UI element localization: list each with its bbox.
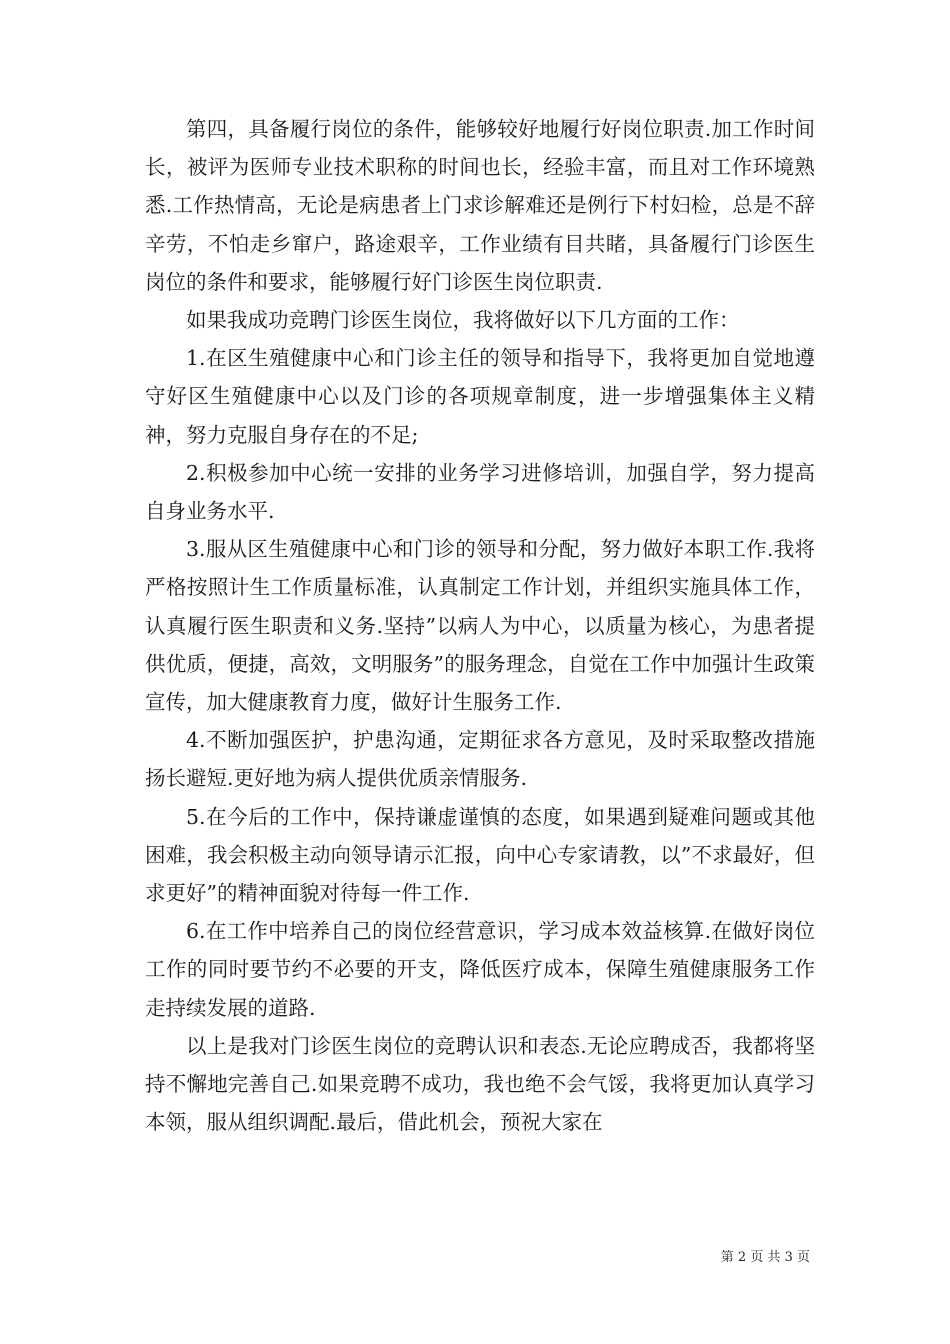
page-number: 第 2 页 共 3 页	[720, 1250, 810, 1265]
paragraph-4: 2.积极参加中心统一安排的业务学习进修培训，加强自学，努力提高自身业务水平.	[145, 460, 815, 524]
paragraph-7: 5.在今后的工作中，保持谦虚谨慎的态度，如果遇到疑难问题或其他困难，我会积极主动向领导请示汇报，向中心专家请教，以”不求最好，但求更好”的精神面貌对待每一件工作.	[145, 804, 815, 906]
document-body	[145, 110, 815, 1141]
paragraph-2: 如果我成功竞聘门诊医生岗位，我将做好以下几方面的工作：	[186, 308, 740, 333]
paragraph-6: 4.不断加强医护，护患沟通，定期征求各方意见，及时采取整改措施扬长避短.更好地为病人提供优质亲情服务.	[145, 728, 815, 791]
paragraph-3: 1.在区生殖健康中心和门诊主任的领导和指导下，我将更加自觉地遵守好区生殖健康中心以及门诊的各项规章制度，进一步增强集体主义精神，努力克服自身存在的不足;	[145, 346, 815, 447]
paragraph-5: 3.服从区生殖健康中心和门诊的领导和分配，努力做好本职工作.我将严格按照计生工作质量标准，认真制定工作计划，并组织实施具体工作，认真履行医生职责和义务.坚持”以病人为中心，以质量为核心，为患者提供优质，便捷，高效，文明服务”的服务理念，自觉在工作中加强计生政策宣传，加大健康教育力度，做好计生服务工作.	[145, 537, 815, 715]
paragraph-1: 第四，具备履行岗位的条件，能够较好地履行好岗位职责.加工作时间长，被评为医师专业技术职称的时间也长，经验丰富，而且对工作环境熟悉.工作热情高，无论是病患者上门求诊解难还是例行下村妇检，总是不辞辛劳，不怕走乡窜户，路途艰辛，工作业绩有目共睹，具备履行门诊医生岗位的条件和要求，能够履行好门诊医生岗位职责.	[145, 117, 815, 294]
paragraph-9: 以上是我对门诊医生岗位的竞聘认识和表态.无论应聘成否，我都将坚持不懈地完善自己.如果竞聘不成功，我也绝不会气馁，我将更加认真学习本领，服从组织调配.最后，借此机会，预祝大家在	[145, 1033, 815, 1135]
paragraph-8: 6.在工作中培养自己的岗位经营意识，学习成本效益核算.在做好岗位工作的同时要节约不必要的开支，降低医疗成本，保障生殖健康服务工作走持续发展的道路.	[145, 919, 815, 1020]
